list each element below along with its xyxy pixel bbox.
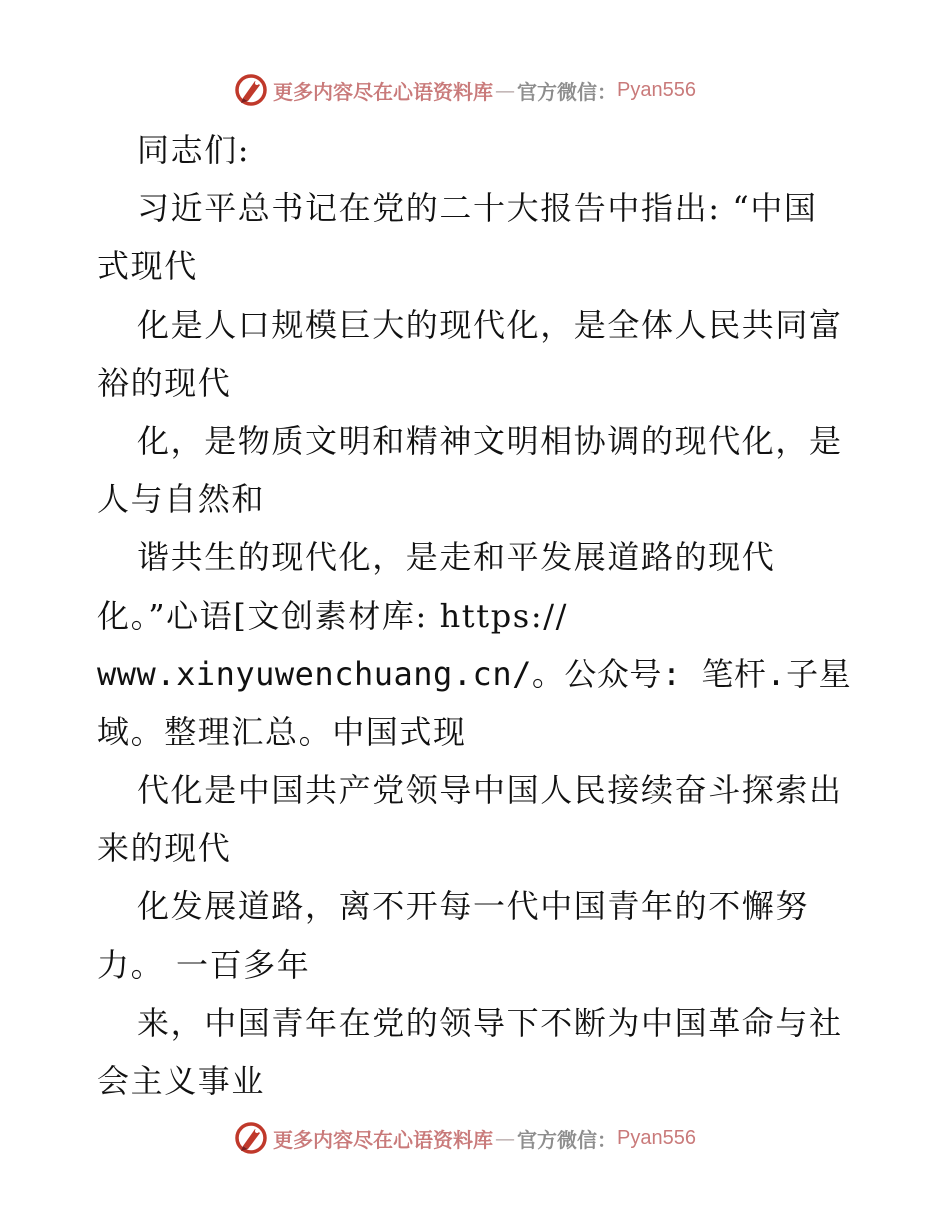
banner-wechat-label: 官方微信： — [517, 1127, 617, 1152]
text-line: 人与自然和 — [97, 480, 266, 519]
text-line: 来的现代 — [97, 829, 232, 868]
text-line: 化发展道路，离不开每一代中国青年的不懈努 — [137, 887, 810, 926]
text-line: 化。”心语[文创素材库: https:// — [97, 596, 568, 635]
text-line: 来，中国青年在党的领导下不断为中国革命与社 — [137, 1003, 843, 1042]
pen-logo-icon — [233, 72, 269, 108]
text-line: 力。 一百多年 — [97, 945, 311, 984]
text-line: 式现代 — [97, 247, 198, 286]
text-line: 同志们: — [137, 131, 251, 169]
banner-wechat-id: Pyan556 — [617, 78, 696, 101]
text-line: 化，是物质文明和精神文明相协调的现代化，是 — [137, 421, 843, 460]
banner-dash: — — [495, 78, 515, 102]
text-line: 习近平总书记在党的二十大报告中指出: “中国 — [137, 189, 818, 228]
text-line: 化是人口规模巨大的现代化，是全体人民共同富 — [137, 305, 843, 344]
text-line: 裕的现代 — [97, 363, 232, 402]
banner-dash: — — [495, 1126, 515, 1150]
banner-wechat-id: Pyan556 — [617, 1126, 696, 1149]
text-line: 域。整理汇总。中国式现 — [97, 712, 467, 751]
header-watermark-banner — [233, 70, 753, 110]
footer-watermark-banner — [233, 1118, 753, 1158]
banner-text: 更多内容尽在心语资料库 — [273, 1127, 493, 1152]
pen-logo-icon — [233, 1120, 269, 1156]
banner-text: 更多内容尽在心语资料库 — [273, 79, 493, 104]
document-body — [97, 121, 867, 1110]
banner-wechat-label: 官方微信： — [517, 79, 617, 104]
text-line: 代化是中国共产党领导中国人民接续奋斗探索出 — [137, 771, 843, 810]
text-line-url: www.xinyuwenchuang.cn/。公众号: 笔杆.子星 — [97, 654, 852, 693]
text-line: 会主义事业 — [97, 1062, 266, 1100]
text-line: 谐共生的现代化，是走和平发展道路的现代 — [137, 538, 776, 577]
